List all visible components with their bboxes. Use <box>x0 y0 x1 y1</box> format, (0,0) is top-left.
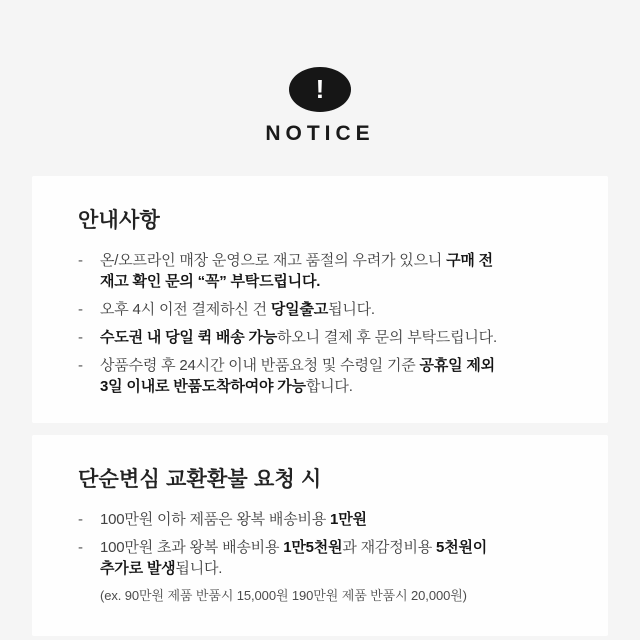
notice-item <box>78 327 568 348</box>
notice-title: NOTICE <box>265 122 375 145</box>
bullet-dash: - <box>78 357 83 374</box>
bullet-dash: - <box>78 329 83 346</box>
refund-card <box>32 435 608 636</box>
notice-item <box>78 509 568 530</box>
refund-card-list <box>78 509 568 579</box>
bullet-dash: - <box>78 252 83 269</box>
refund-example-note: (ex. 90만원 제품 반품시 15,000원 190만원 제품 반품시 20,000원) <box>100 588 467 603</box>
notice-item <box>78 250 568 292</box>
refund-card-title: 단순변심 교환환불 요청 시 <box>78 468 322 491</box>
notice-item-text: 오후 4시 이전 결제하신 건 당일출고됩니다. <box>100 301 375 318</box>
bullet-dash: - <box>78 511 83 528</box>
notice-item <box>78 355 568 397</box>
notice-item-text: 수도권 내 당일 퀵 배송 가능하오니 결제 후 문의 부탁드립니다. <box>100 329 497 346</box>
exclamation-icon <box>289 67 351 112</box>
info-card-title: 안내사항 <box>78 209 160 232</box>
notice-item <box>78 537 568 579</box>
notice-item <box>78 299 568 320</box>
info-card <box>32 176 608 423</box>
info-card-list <box>78 250 568 397</box>
bullet-dash: - <box>78 301 83 318</box>
notice-item-text: 온/오프라인 매장 운영으로 재고 품절의 우려가 있으니 구매 전 재고 확인 문의 “꼭” 부탁드립니다. <box>100 252 493 290</box>
notice-header <box>0 0 640 146</box>
bullet-dash: - <box>78 539 83 556</box>
exclamation-glyph: ! <box>315 73 325 104</box>
notice-item-text: 100만원 초과 왕복 배송비용 1만5천원과 재감정비용 5천원이 추가로 발생됩니다. <box>100 539 488 577</box>
notice-item-text: 상품수령 후 24시간 이내 반품요청 및 수령일 기준 공휴일 제외 3일 이내로 반품도착하여야 가능합니다. <box>100 357 495 395</box>
notice-item-text: 100만원 이하 제품은 왕복 배송비용 1만원 <box>100 511 367 528</box>
